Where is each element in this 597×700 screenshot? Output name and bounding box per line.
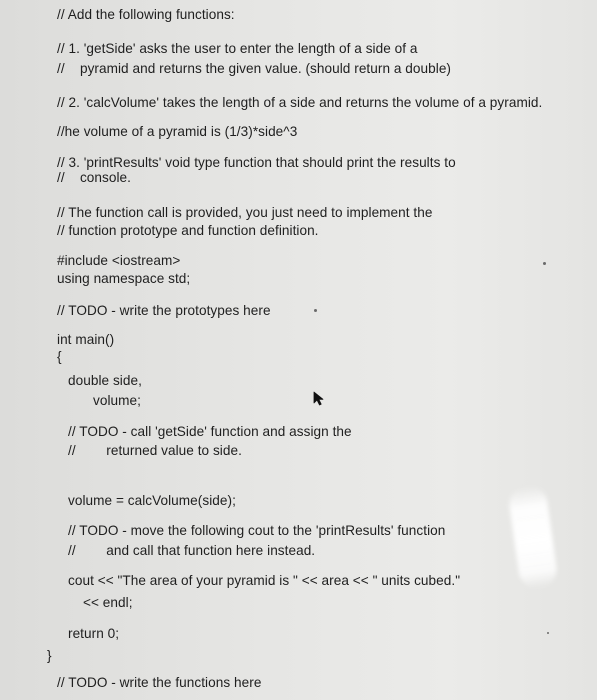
code-line: using namespace std; <box>57 271 191 286</box>
comment-line: // pyramid and returns the given value. (should return a double) <box>57 61 452 76</box>
code-line: return 0; <box>68 626 120 641</box>
code-line: cout << "The area of your pyramid is " << area << " units cubed." <box>68 573 461 588</box>
comment-line: // and call that function here instead. <box>68 543 316 558</box>
comment-line: // TODO - call 'getSide' function and assign the <box>68 424 352 439</box>
speck-mark <box>547 632 549 634</box>
comment-line: // TODO - write the prototypes here <box>57 303 271 318</box>
code-line: double side, <box>68 373 142 388</box>
comment-line: // 2. 'calcVolume' takes the length of a side and returns the volume of a pyramid. <box>57 95 543 110</box>
speck-mark <box>314 309 317 312</box>
light-glare <box>507 484 559 590</box>
comment-line: // console. <box>57 170 131 185</box>
comment-line: // returned value to side. <box>68 443 242 458</box>
code-line: volume; <box>93 393 141 408</box>
comment-line: // 3. 'printResults' void type function that should print the results to <box>57 155 456 170</box>
code-line: << endl; <box>83 595 133 610</box>
mouse-pointer-icon <box>313 391 327 407</box>
code-line: { <box>57 349 62 364</box>
speck-mark <box>543 262 546 265</box>
comment-line: // 1. 'getSide' asks the user to enter the length of a side of a <box>57 41 418 56</box>
code-line: #include <iostream> <box>57 253 181 268</box>
comment-line: // TODO - move the following cout to the 'printResults' function <box>68 523 446 538</box>
code-line: } <box>47 648 52 663</box>
comment-line: //he volume of a pyramid is (1/3)*side^3 <box>57 124 298 139</box>
comment-line: // TODO - write the functions here <box>57 675 262 690</box>
comment-line: // The function call is provided, you just need to implement the <box>57 205 433 220</box>
comment-line: // Add the following functions: <box>57 7 235 22</box>
code-line: int main() <box>57 332 115 347</box>
comment-line: // function prototype and function definition. <box>57 223 319 238</box>
code-line: volume = calcVolume(side); <box>68 493 236 508</box>
